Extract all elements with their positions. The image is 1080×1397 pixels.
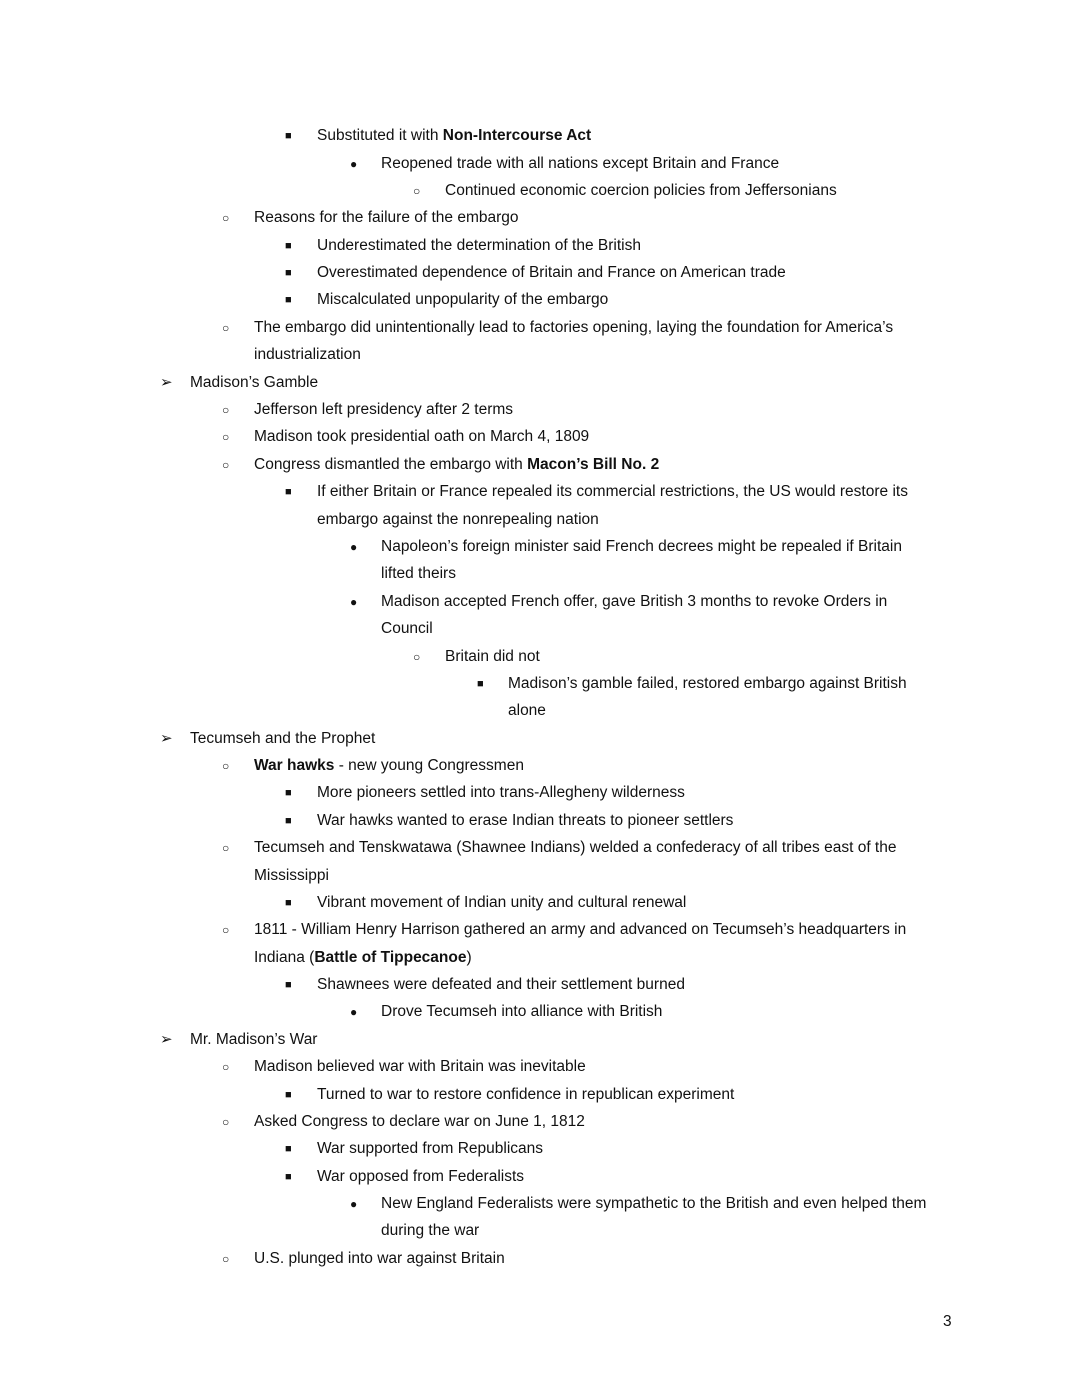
section-heading-madisons-gamble: Madison’s Gamble	[190, 374, 319, 391]
circle-bullet-icon: ○	[222, 1252, 230, 1266]
square-bullet-icon: ■	[285, 267, 292, 279]
square-bullet-icon: ■	[285, 1171, 292, 1183]
square-bullet-icon: ■	[285, 787, 292, 799]
circle-bullet-icon: ○	[222, 403, 230, 417]
list-item: Reasons for the failure of the embargo	[254, 209, 519, 226]
list-item: The embargo did unintentionally lead to factories opening, laying the foundation for America’s	[254, 319, 894, 336]
list-item: Vibrant movement of Indian unity and cultural renewal	[317, 894, 687, 911]
term-non-intercourse-act: Non-Intercourse Act	[442, 127, 592, 144]
dot-bullet-icon: ●	[350, 595, 358, 609]
dot-bullet-icon: ●	[350, 540, 358, 554]
circle-bullet-icon: ○	[222, 321, 230, 335]
list-item-continuation: Council	[381, 620, 433, 637]
list-item: Britain did not	[445, 648, 540, 665]
arrow-bullet-icon: ➢	[160, 1031, 173, 1048]
list-item: Madison took presidential oath on March 4, 1809	[254, 428, 590, 445]
list-item-continuation: Mississippi	[254, 867, 329, 884]
term-macons-bill: Macon’s Bill No. 2	[527, 456, 660, 473]
dot-bullet-icon: ●	[350, 1005, 358, 1019]
list-item: Underestimated the determination of the British	[317, 237, 641, 254]
square-bullet-icon: ■	[285, 294, 292, 306]
dot-bullet-icon: ●	[350, 1197, 358, 1211]
list-item-continuation: alone	[508, 702, 546, 719]
square-bullet-icon: ■	[285, 979, 292, 991]
list-item: Overestimated dependence of Britain and France on American trade	[317, 264, 786, 281]
circle-bullet-icon: ○	[413, 184, 421, 198]
list-item: War hawks - new young Congressmen	[254, 757, 524, 774]
circle-bullet-icon: ○	[413, 650, 421, 664]
square-bullet-icon: ■	[285, 1143, 292, 1155]
square-bullet-icon: ■	[285, 1089, 292, 1101]
list-item: Asked Congress to declare war on June 1, 1812	[254, 1113, 585, 1130]
list-item: War supported from Republicans	[317, 1140, 543, 1157]
list-item: More pioneers settled into trans-Allegheny wilderness	[317, 784, 685, 801]
list-item: Miscalculated unpopularity of the embargo	[317, 291, 609, 308]
circle-bullet-icon: ○	[222, 759, 230, 773]
arrow-bullet-icon: ➢	[160, 730, 173, 747]
list-item: Madison believed war with Britain was inevitable	[254, 1058, 586, 1075]
square-bullet-icon: ■	[285, 240, 292, 252]
list-item-continuation: Indiana (Battle of Tippecanoe)	[254, 949, 472, 966]
list-item: If either Britain or France repealed its commercial restrictions, the US would restore its	[317, 483, 908, 500]
list-item: Turned to war to restore confidence in republican experiment	[317, 1086, 735, 1103]
section-heading-tecumseh: Tecumseh and the Prophet	[190, 730, 376, 747]
dot-bullet-icon: ●	[350, 157, 358, 171]
list-item: Reopened trade with all nations except Britain and France	[381, 155, 780, 172]
circle-bullet-icon: ○	[222, 458, 230, 472]
square-bullet-icon: ■	[285, 486, 292, 498]
circle-bullet-icon: ○	[222, 1115, 230, 1129]
circle-bullet-icon: ○	[222, 430, 230, 444]
list-item: Substituted it with Non-Intercourse Act	[317, 127, 592, 144]
list-item-continuation: embargo against the nonrepealing nation	[317, 511, 599, 528]
circle-bullet-icon: ○	[222, 923, 230, 937]
square-bullet-icon: ■	[285, 130, 292, 142]
list-item: 1811 - William Henry Harrison gathered an army and advanced on Tecumseh’s headquarters in	[254, 921, 907, 938]
square-bullet-icon: ■	[285, 897, 292, 909]
list-item: Drove Tecumseh into alliance with British	[381, 1003, 663, 1020]
list-item: Shawnees were defeated and their settlement burned	[317, 976, 685, 993]
list-item: Continued economic coercion policies from Jeffersonians	[445, 182, 837, 199]
term-battle-of-tippecanoe: Battle of Tippecanoe	[314, 949, 467, 966]
list-item: War opposed from Federalists	[317, 1168, 525, 1185]
list-item: Congress dismantled the embargo with Macon’s Bill No. 2	[254, 456, 660, 473]
list-item: Napoleon’s foreign minister said French decrees might be repealed if Britain	[381, 538, 902, 555]
square-bullet-icon: ■	[477, 678, 484, 690]
list-item: Jefferson left presidency after 2 terms	[254, 401, 514, 418]
circle-bullet-icon: ○	[222, 1060, 230, 1074]
list-item: Madison accepted French offer, gave British 3 months to revoke Orders in	[381, 593, 888, 610]
list-item: U.S. plunged into war against Britain	[254, 1250, 505, 1267]
list-item: New England Federalists were sympathetic to the British and even helped them	[381, 1195, 927, 1212]
page-number: 3	[943, 1313, 952, 1330]
list-item-continuation: lifted theirs	[381, 565, 456, 582]
square-bullet-icon: ■	[285, 815, 292, 827]
section-heading-madisons-war: Mr. Madison’s War	[190, 1031, 318, 1048]
circle-bullet-icon: ○	[222, 841, 230, 855]
list-item: War hawks wanted to erase Indian threats to pioneer settlers	[317, 812, 734, 829]
list-item: Madison’s gamble failed, restored embargo against British	[508, 675, 907, 692]
list-item-continuation: industrialization	[254, 346, 361, 363]
arrow-bullet-icon: ➢	[160, 374, 173, 391]
list-item-continuation: during the war	[381, 1222, 480, 1239]
term-war-hawks: War hawks	[254, 757, 335, 774]
list-item: Tecumseh and Tenskwatawa (Shawnee Indians) welded a confederacy of all tribes east of the	[254, 839, 897, 856]
circle-bullet-icon: ○	[222, 211, 230, 225]
